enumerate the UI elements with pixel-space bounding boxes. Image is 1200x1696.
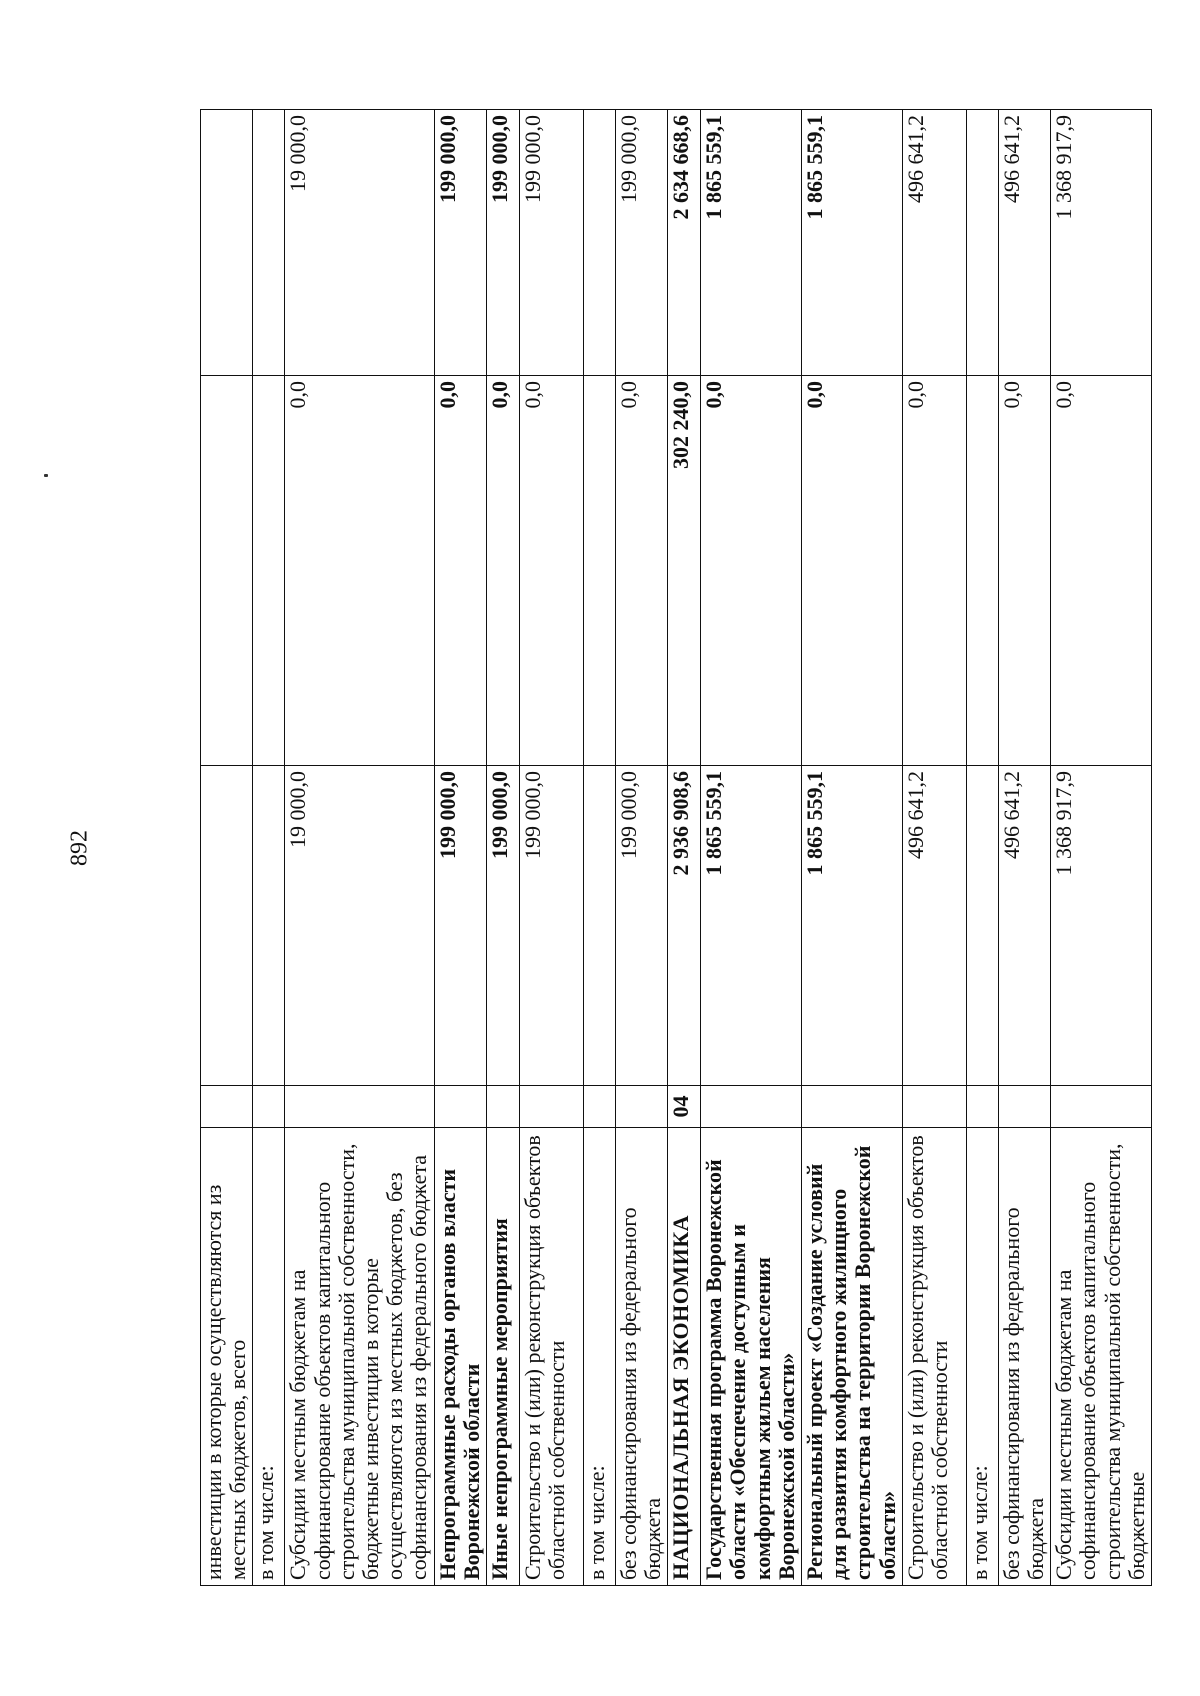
row-value-regional: 1 368 917,9 xyxy=(1051,110,1152,376)
row-code xyxy=(583,1086,615,1128)
row-value-regional: 199 000,0 xyxy=(519,110,583,376)
table-row xyxy=(998,110,1050,1586)
row-value-regional: 199 000,0 xyxy=(434,110,486,376)
row-code xyxy=(519,1086,583,1128)
table-row xyxy=(966,110,998,1586)
table-row xyxy=(668,110,701,1586)
table-row xyxy=(802,110,903,1586)
table-row xyxy=(583,110,615,1586)
row-name: в том числе: xyxy=(966,1128,998,1586)
table-row xyxy=(519,110,583,1586)
row-code xyxy=(998,1086,1050,1128)
row-value-regional: 19 000,0 xyxy=(285,110,434,376)
row-value-regional: 496 641,2 xyxy=(998,110,1050,376)
row-value-total: 1 865 559,1 xyxy=(802,766,903,1086)
row-name: без софинансирования из федерального бюджета xyxy=(998,1128,1050,1586)
row-value-regional: 1 865 559,1 xyxy=(802,110,903,376)
row-name: Субсидии местным бюджетам на софинансирование объектов капитального строительства муниципальной собственности, бюджетные инвестиции в которые осуществляются из местных бюджетов, без софинансирования из федерального бюджета xyxy=(285,1128,434,1586)
row-code xyxy=(1051,1086,1152,1128)
row-name: в том числе: xyxy=(253,1128,285,1586)
row-value-total: 199 000,0 xyxy=(519,766,583,1086)
table-row xyxy=(1051,110,1152,1586)
row-value-federal: 0,0 xyxy=(519,376,583,766)
row-name: без софинансирования из федерального бюджета xyxy=(615,1128,667,1586)
row-value-federal xyxy=(583,376,615,766)
row-value-federal: 0,0 xyxy=(1051,376,1152,766)
row-code xyxy=(253,1086,285,1128)
row-code xyxy=(486,1086,519,1128)
row-value-regional xyxy=(966,110,998,376)
row-value-total xyxy=(583,766,615,1086)
row-name: Региональный проект «Создание условий для развития комфортного жилищного строительства на территории Воронежской области» xyxy=(802,1128,903,1586)
table-row xyxy=(201,110,253,1586)
row-value-federal: 0,0 xyxy=(285,376,434,766)
row-value-federal: 302 240,0 xyxy=(668,376,701,766)
scan-speck xyxy=(44,474,48,477)
row-value-total: 199 000,0 xyxy=(615,766,667,1086)
row-value-regional: 199 000,0 xyxy=(615,110,667,376)
table-row xyxy=(615,110,667,1586)
row-value-regional xyxy=(253,110,285,376)
row-value-federal xyxy=(966,376,998,766)
table-row xyxy=(434,110,486,1586)
row-code xyxy=(434,1086,486,1128)
table-row xyxy=(285,110,434,1586)
row-value-federal: 0,0 xyxy=(998,376,1050,766)
row-value-total: 496 641,2 xyxy=(902,766,966,1086)
page-number: 892 xyxy=(66,830,93,866)
row-code xyxy=(615,1086,667,1128)
row-value-regional: 1 865 559,1 xyxy=(701,110,802,376)
row-value-total: 1 865 559,1 xyxy=(701,766,802,1086)
row-name: Непрограммные расходы органов власти Воронежской области xyxy=(434,1128,486,1586)
row-value-federal: 0,0 xyxy=(902,376,966,766)
row-value-regional xyxy=(201,110,253,376)
row-value-total: 496 641,2 xyxy=(998,766,1050,1086)
row-code xyxy=(802,1086,903,1128)
row-name: Государственная программа Воронежской области «Обеспечение доступным и комфортным жильем населения Воронежской области» xyxy=(701,1128,802,1586)
row-name: НАЦИОНАЛЬНАЯ ЭКОНОМИКА xyxy=(668,1128,701,1586)
row-name: инвестиции в которые осуществляются из местных бюджетов, всего xyxy=(201,1128,253,1586)
table-row xyxy=(253,110,285,1586)
row-code xyxy=(201,1086,253,1128)
row-name: Субсидии местным бюджетам на софинансирование объектов капитального строительства муниципальной собственности, бюджетные xyxy=(1051,1128,1152,1586)
row-value-total xyxy=(253,766,285,1086)
row-code xyxy=(902,1086,966,1128)
row-value-total: 199 000,0 xyxy=(486,766,519,1086)
row-value-federal: 0,0 xyxy=(486,376,519,766)
row-value-total: 199 000,0 xyxy=(434,766,486,1086)
row-value-total xyxy=(201,766,253,1086)
row-value-federal: 0,0 xyxy=(615,376,667,766)
table-row xyxy=(902,110,966,1586)
row-code xyxy=(285,1086,434,1128)
row-value-regional: 496 641,2 xyxy=(902,110,966,376)
row-value-regional xyxy=(583,110,615,376)
budget-table xyxy=(200,109,1152,1586)
row-value-regional: 199 000,0 xyxy=(486,110,519,376)
row-value-total: 19 000,0 xyxy=(285,766,434,1086)
row-value-total: 2 936 908,6 xyxy=(668,766,701,1086)
row-name: Строительство и (или) реконструкция объектов областной собственности xyxy=(902,1128,966,1586)
rotated-table-area xyxy=(200,110,1149,1586)
row-code: 04 xyxy=(668,1086,701,1128)
table-row xyxy=(486,110,519,1586)
row-value-federal xyxy=(253,376,285,766)
row-value-federal xyxy=(201,376,253,766)
row-value-total: 1 368 917,9 xyxy=(1051,766,1152,1086)
row-value-total xyxy=(966,766,998,1086)
row-name: Строительство и (или) реконструкция объектов областной собственности xyxy=(519,1128,583,1586)
row-value-federal: 0,0 xyxy=(434,376,486,766)
row-value-regional: 2 634 668,6 xyxy=(668,110,701,376)
row-name: в том числе: xyxy=(583,1128,615,1586)
rotated-table-container xyxy=(200,110,1149,1586)
row-code xyxy=(701,1086,802,1128)
row-code xyxy=(966,1086,998,1128)
row-name: Иные непрограммные мероприятия xyxy=(486,1128,519,1586)
row-value-federal: 0,0 xyxy=(802,376,903,766)
table-row xyxy=(701,110,802,1586)
row-value-federal: 0,0 xyxy=(701,376,802,766)
